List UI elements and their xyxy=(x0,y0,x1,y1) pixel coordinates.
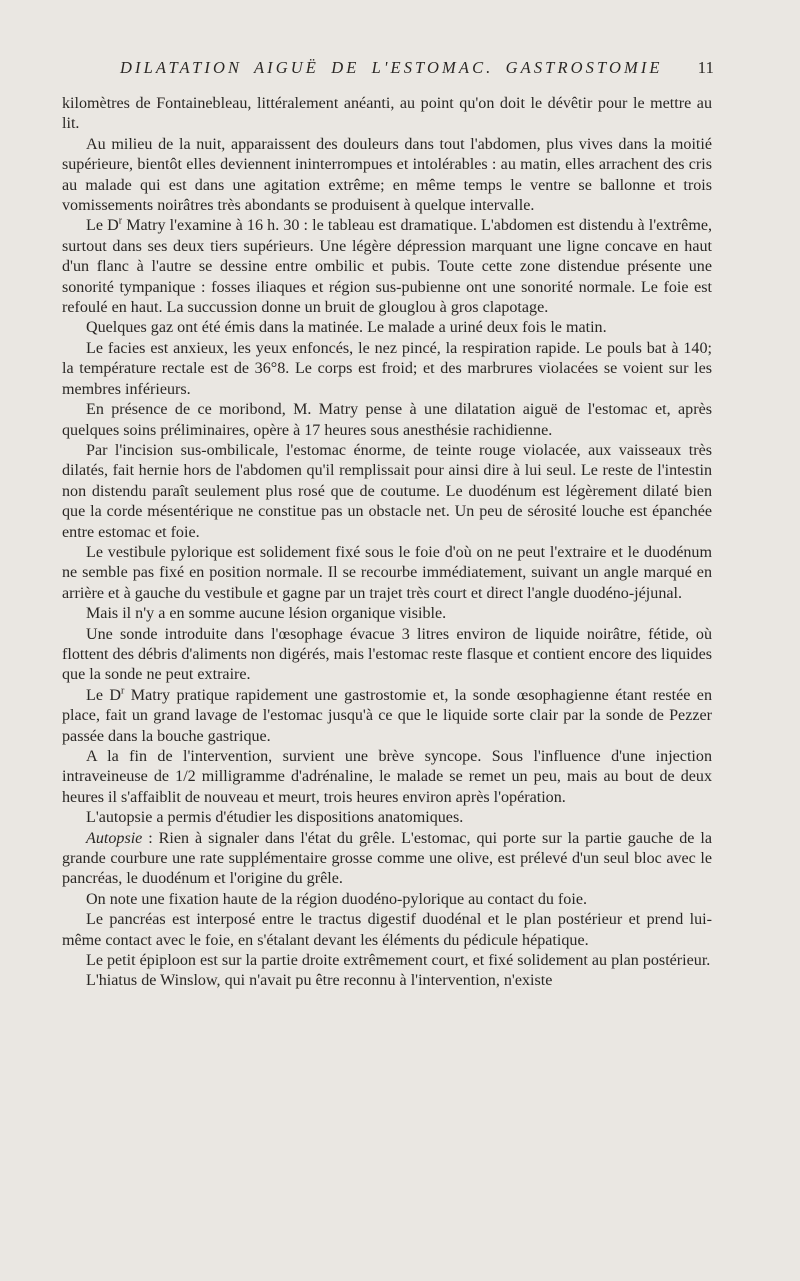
paragraph: On note une fixation haute de la région duodéno-pylorique au contact du foie. xyxy=(86,890,587,908)
superscript: r xyxy=(121,685,125,697)
paragraph: Quelques gaz ont été émis dans la matinée. Le malade a uriné deux fois le matin. xyxy=(86,319,607,337)
paragraph: Le pancréas est interposé entre le tractus digestif duodénal et le plan postérieur et prend lui-même contact avec le foie, en s'étalant devant les éléments du pédicule hépatique. xyxy=(62,911,712,949)
paragraph xyxy=(62,829,712,890)
paragraph: L'autopsie a permis d'étudier les dispositions anatomiques. xyxy=(86,809,464,827)
paragraph xyxy=(62,216,712,318)
paragraph-text: Matry pratique rapidement une gastrostomie et, la sonde œsophagienne étant restée en place, fait un grand lavage de l'estomac jusqu'à ce que le liquide sorte clair par la sonde de Pezzer passée dans la bouche gastrique. xyxy=(62,686,713,745)
paragraph: Le facies est anxieux, les yeux enfoncés, le nez pincé, la respiration rapide. Le pouls bat à 140; la température rectale est de 36°8. Le corps est froid; et des marbrures violacées se voient sur les membres inférieurs. xyxy=(62,339,712,398)
autopsie-label: Autopsie xyxy=(86,829,143,847)
paragraph-text: Matry l'examine à 16 h. 30 : le tableau est dramatique. L'abdomen est distendu à l'extrême, surtout dans ses deux tiers supérieurs. Une légère dépression marquant une ligne concave en haut d'un flanc à l'autre se dessine entre ombilic et pubis. Toute cette zone distendue présente une sonorité tympanique : fosses iliaques et région sus-pubienne ont une sonorité normale. Le foie est refoulé en haut. La succussion donne un bruit de glouglou à gros clapotage. xyxy=(62,217,712,317)
paragraph: A la fin de l'intervention, survient une brève syncope. Sous l'influence d'une injection intraveineuse de 1/2 milligramme d'adrénaline, le malade se remet un peu, mais au bout de deux heures il s'affaiblit de nouveau et meurt, trois heures environ après l'opération. xyxy=(62,748,712,806)
paragraph-text: Le D xyxy=(86,217,119,235)
paragraph xyxy=(62,686,712,747)
superscript: r xyxy=(118,216,123,228)
paragraph: Mais il n'y a en somme aucune lésion organique visible. xyxy=(86,605,447,623)
paragraph: L'hiatus de Winslow, qui n'avait pu être reconnu à l'intervention, n'existe xyxy=(86,972,553,990)
paragraph: Le petit épiploon est sur la partie droite extrêmement court, et fixé solidement au plan postérieur. xyxy=(86,952,711,970)
paragraph: Le vestibule pylorique est solidement fixé sous le foie d'où on ne peut l'extraire et le duodénum ne semble pas fixé en position normale. Il se recourbe immédiatement, suivant un angle marqué en arrière et à gauche du vestibule et gagne par un trajet très court et direct l'angle duodéno-jéjunal. xyxy=(62,543,712,602)
paragraph-text: : Rien à signaler dans l'état du grêle. L'estomac, qui porte sur la partie gauche de la grande courbure une rate supplémentaire grosse comme une olive, est prélevé d'un seul bloc avec le pancréas, le duodénum et l'origine du grêle. xyxy=(62,829,712,888)
text-body xyxy=(62,94,712,992)
paragraph: Au milieu de la nuit, apparaissent des douleurs dans tout l'abdomen, plus vives dans la moitié supérieure, bientôt elles deviennent ininterrompues et intolérables : au matin, elles arrachent des cris au malade qui est dans une agitation extrême; en même temps le ventre se ballonne et trois vomissements noirâtres très abondants se produisent à quelque intervalle. xyxy=(62,135,712,215)
running-title: DILATATION AIGUË DE L'ESTOMAC. GASTROSTOMIE xyxy=(120,58,663,77)
paragraph: kilomètres de Fontainebleau, littéralement anéanti, au point qu'on doit le dévêtir pour le mettre au lit. xyxy=(62,95,712,133)
paragraph: En présence de ce moribond, M. Matry pense à une dilatation aiguë de l'estomac et, après quelques soins préliminaires, opère à 17 heures sous anesthésie rachidienne. xyxy=(62,401,712,439)
paragraph-text: Le D xyxy=(86,686,122,704)
paragraph: Par l'incision sus-ombilicale, l'estomac énorme, de teinte rouge violacée, aux vaisseaux très dilatés, fait hernie hors de l'abdomen qu'il remplissait pour ainsi dire à lui seul. Le reste de l'intestin non distendu paraît seulement plus rosé que de coutume. Le duodénum est légèrement dilaté bien que la corde mésentérique ne constitue pas un obstacle net. Un peu de sérosité louche est épanchée entre estomac et foie. xyxy=(62,441,712,541)
running-head xyxy=(62,58,712,78)
page-number: 11 xyxy=(697,58,714,77)
paragraph: Une sonde introduite dans l'œsophage évacue 3 litres environ de liquide noirâtre, fétide, où flottent des débris d'aliments non digérés, mais l'estomac reste flasque et contient encore des liquides que la sonde ne peut extraire. xyxy=(62,625,712,684)
